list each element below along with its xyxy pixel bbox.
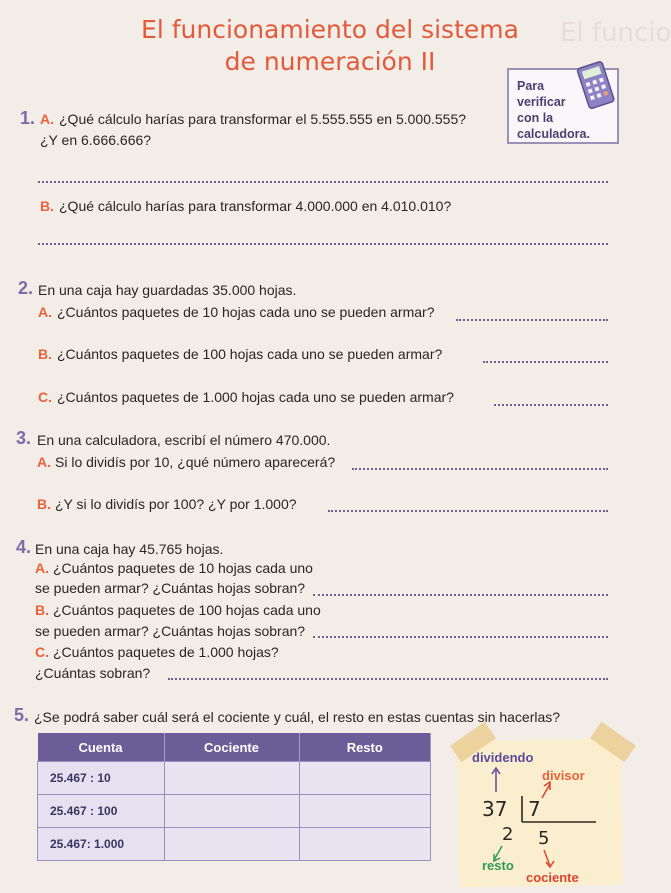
question-text: ¿Qué cálculo harías para transformar el 5.555.555 en 5.000.555? <box>59 111 467 127</box>
question-text: En una caja hay guardadas 35.000 hojas. <box>38 282 297 298</box>
divisor-arrow <box>542 784 550 798</box>
question-text: ¿Qué cálculo harías para transformar 4.000.000 en 4.010.010? <box>59 198 452 214</box>
ghost-title: El funcio <box>560 18 671 48</box>
question-text: ¿Cuántos paquetes de 1.000 hojas? <box>53 644 279 660</box>
answer-line[interactable] <box>38 243 608 245</box>
title-line-2: de numeración II <box>224 47 436 76</box>
division-diagram <box>458 740 622 890</box>
item-letter: A. <box>38 304 52 320</box>
question-number: 1. <box>20 108 36 128</box>
question-number: 5. <box>14 705 30 725</box>
division-table <box>37 733 431 861</box>
cuenta-cell: 25.467 : 10 <box>38 762 165 795</box>
cociente-cell[interactable] <box>164 828 299 861</box>
cuenta-cell: 25.467: 1.000 <box>38 828 165 861</box>
table-header: Resto <box>299 733 431 762</box>
resto-cell[interactable] <box>299 762 431 795</box>
resto-label: resto <box>482 858 514 873</box>
table-row <box>38 828 431 861</box>
answer-line[interactable] <box>352 468 608 470</box>
question-number: 3. <box>16 428 32 448</box>
question-text: ¿Cuántos paquetes de 1.000 hojas cada uno se pueden armar? <box>57 389 454 405</box>
calc-note-line: calculadora. <box>517 127 590 141</box>
cociente-label: cociente <box>526 870 579 885</box>
title-line-1: El funcionamiento del sistema <box>141 15 519 44</box>
calc-note-line: verificar <box>517 95 566 109</box>
question-number: 4. <box>16 537 32 557</box>
question-text: En una calculadora, escribí el número 470.000. <box>37 432 331 448</box>
question-text: Si lo dividís por 10, ¿qué número aparecerá? <box>55 454 336 470</box>
resto-cell[interactable] <box>299 828 431 861</box>
question-text: ¿Cuántos paquetes de 100 hojas cada uno <box>53 602 321 618</box>
dividend-value: 37 <box>482 797 508 821</box>
item-letter: B. <box>37 496 51 512</box>
answer-line[interactable] <box>494 404 608 406</box>
item-letter: B. <box>35 602 49 618</box>
question-text: ¿Y en 6.666.666? <box>40 132 152 148</box>
quotient-value: 5 <box>538 828 550 849</box>
answer-line[interactable] <box>483 361 608 363</box>
question-text: ¿Cuántos paquetes de 10 hojas cada uno <box>53 560 313 576</box>
calc-note-line: Para <box>517 79 545 93</box>
item-letter: B. <box>38 346 52 362</box>
resto-cell[interactable] <box>299 795 431 828</box>
divisor-value: 7 <box>528 797 541 821</box>
cociente-cell[interactable] <box>164 795 299 828</box>
answer-line[interactable] <box>38 181 608 183</box>
page-title <box>120 14 540 78</box>
answer-line[interactable] <box>456 319 608 321</box>
answer-line[interactable] <box>313 594 608 596</box>
table-row <box>38 795 431 828</box>
calculator-icon <box>577 60 615 112</box>
item-letter: C. <box>35 644 49 660</box>
item-letter: C. <box>38 389 52 405</box>
item-letter: A. <box>37 454 51 470</box>
question-text: se pueden armar? ¿Cuántas hojas sobran? <box>35 580 306 596</box>
remainder-value: 2 <box>502 824 514 845</box>
answer-line[interactable] <box>328 510 608 512</box>
dividendo-label: dividendo <box>472 750 534 765</box>
answer-line[interactable] <box>313 636 608 638</box>
question-text: se pueden armar? ¿Cuántas hojas sobran? <box>35 623 306 639</box>
table-header: Cociente <box>164 733 299 762</box>
item-letter: A. <box>35 560 49 576</box>
question-text: ¿Y si lo dividís por 100? ¿Y por 1.000? <box>55 496 297 512</box>
question-number: 2. <box>18 278 34 298</box>
question-text: En una caja hay 45.765 hojas. <box>35 541 224 557</box>
table-row <box>38 762 431 795</box>
divisor-label: divisor <box>542 768 585 783</box>
question-text: ¿Cuántos paquetes de 100 hojas cada uno se pueden armar? <box>57 346 443 362</box>
cuenta-cell: 25.467 : 100 <box>38 795 165 828</box>
answer-line[interactable] <box>168 678 608 680</box>
calc-note-line: con la <box>517 111 554 125</box>
item-letter: B. <box>40 198 54 214</box>
question-text: ¿Cuántos paquetes de 10 hojas cada uno se pueden armar? <box>57 304 435 320</box>
question-text: ¿Se podrá saber cuál será el cociente y cuál, el resto en estas cuentas sin hacerlas? <box>34 709 561 725</box>
cociente-cell[interactable] <box>164 762 299 795</box>
item-letter: A. <box>40 111 54 127</box>
question-text: ¿Cuántas sobran? <box>35 665 151 681</box>
table-header: Cuenta <box>38 733 165 762</box>
